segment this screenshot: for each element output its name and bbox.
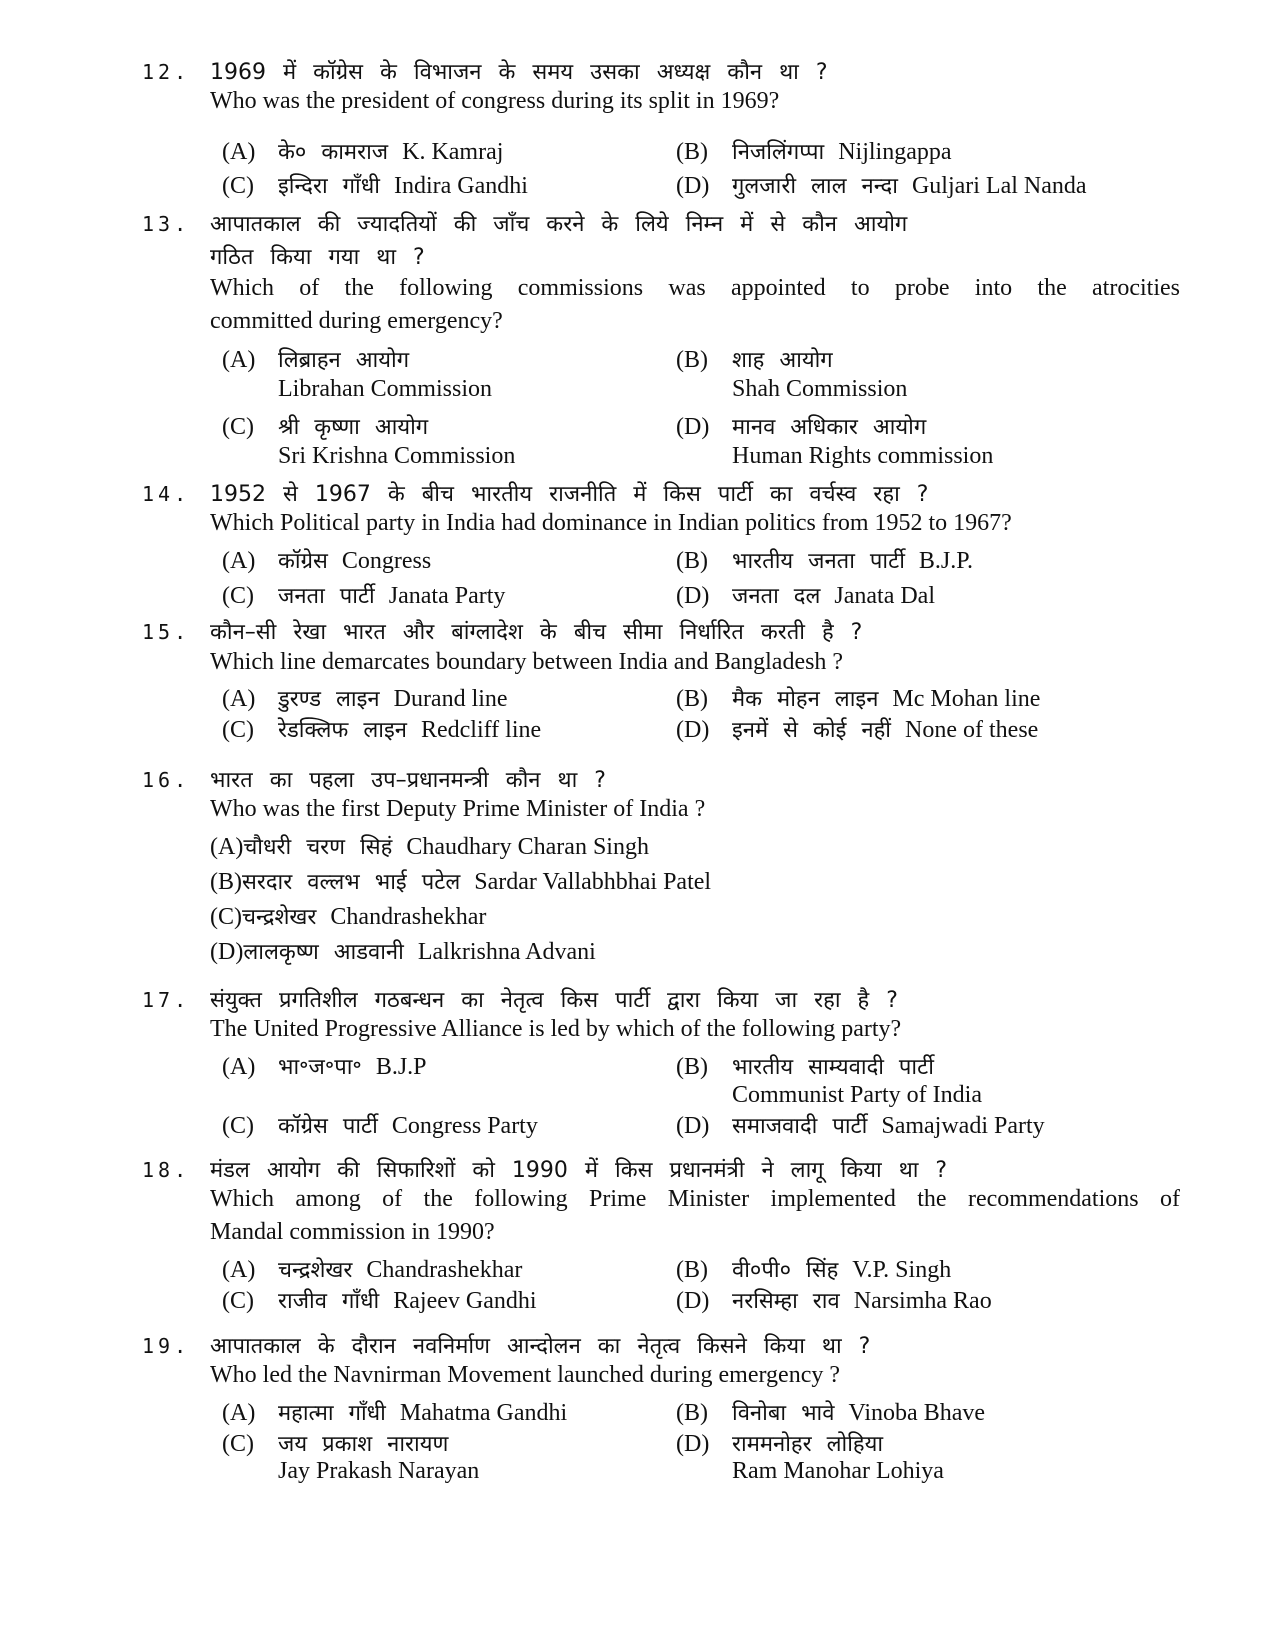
option-c[interactable]: (C) जनता पार्टी Janata Party bbox=[222, 583, 506, 609]
question-text-english-line-1: Which of the following commissions was appointed to probe into the atrocities bbox=[210, 275, 1180, 301]
option-a[interactable]: (A) चन्द्रशेखर Chandrashekhar bbox=[222, 1257, 523, 1283]
option-c[interactable]: (C) इन्दिरा गाँधी Indira Gandhi bbox=[222, 173, 528, 199]
option-c[interactable]: (C) राजीव गाँधी Rajeev Gandhi bbox=[222, 1288, 537, 1314]
option-d[interactable]: (D) इनमें से कोई नहीं None of these bbox=[676, 717, 1039, 743]
question-text-english-line-2: committed during emergency? bbox=[210, 308, 503, 334]
question-number: 12. bbox=[142, 60, 191, 84]
option-b-english[interactable]: Communist Party of India bbox=[732, 1082, 982, 1108]
option-a[interactable]: (A) डुरण्ड लाइन Durand line bbox=[222, 686, 508, 712]
option-b[interactable]: (B) विनोबा भावे Vinoba Bhave bbox=[676, 1400, 986, 1426]
option-d[interactable]: (D) राममनोहर लोहिया bbox=[676, 1431, 884, 1457]
option-c-english[interactable]: Jay Prakash Narayan bbox=[278, 1458, 480, 1484]
option-d[interactable]: (D) नरसिम्हा राव Narsimha Rao bbox=[676, 1288, 992, 1314]
question-text-english: Who led the Navnirman Movement launched during emergency ? bbox=[210, 1362, 841, 1388]
option-a-english[interactable]: Librahan Commission bbox=[278, 376, 492, 402]
option-a[interactable]: (A) लिब्राहन आयोग bbox=[222, 347, 410, 373]
question-number: 17. bbox=[142, 988, 191, 1012]
option-c[interactable]: (C)चन्द्रशेखर Chandrashekhar bbox=[210, 904, 487, 930]
option-b[interactable]: (B) भारतीय जनता पार्टी B.J.P. bbox=[676, 548, 973, 574]
option-b[interactable]: (B) भारतीय साम्यवादी पार्टी bbox=[676, 1054, 934, 1080]
option-c[interactable]: (C) कॉग्रेस पार्टी Congress Party bbox=[222, 1113, 538, 1139]
question-text-hindi: 1969 में कॉग्रेस के विभाजन के समय उसका अध्यक्ष कौन था ? bbox=[210, 60, 828, 85]
option-d-english[interactable]: Human Rights commission bbox=[732, 443, 994, 469]
option-b[interactable]: (B) मैक मोहन लाइन Mc Mohan line bbox=[676, 686, 1041, 712]
question-text-hindi: मंडल आयोग की सिफारिशों को 1990 में किस प्रधानमंत्री ने लागू किया था ? bbox=[210, 1158, 948, 1183]
question-text-hindi: संयुक्त प्रगतिशील गठबन्धन का नेतृत्व किस पार्टी द्वारा किया जा रहा है ? bbox=[210, 988, 898, 1013]
option-c-english[interactable]: Sri Krishna Commission bbox=[278, 443, 516, 469]
question-number: 16. bbox=[142, 768, 191, 792]
question-text-hindi: 1952 से 1967 के बीच भारतीय राजनीति में किस पार्टी का वर्चस्व रहा ? bbox=[210, 482, 929, 507]
option-a[interactable]: (A)चौधरी चरण सिहं Chaudhary Charan Singh bbox=[210, 834, 649, 860]
question-text-hindi-line-2: गठित किया गया था ? bbox=[210, 245, 425, 270]
option-b[interactable]: (B) निजलिंगप्पा Nijlingappa bbox=[676, 139, 952, 165]
option-d-english[interactable]: Ram Manohar Lohiya bbox=[732, 1458, 944, 1484]
option-b-english[interactable]: Shah Commission bbox=[732, 376, 908, 402]
option-d[interactable]: (D) समाजवादी पार्टी Samajwadi Party bbox=[676, 1113, 1045, 1139]
question-number: 19. bbox=[142, 1334, 191, 1358]
question-number: 18. bbox=[142, 1158, 191, 1182]
option-a[interactable]: (A) के० कामराज K. Kamraj bbox=[222, 139, 504, 165]
option-a[interactable]: (A) महात्मा गाँधी Mahatma Gandhi bbox=[222, 1400, 568, 1426]
question-number: 13. bbox=[142, 212, 191, 236]
option-b[interactable]: (B) शाह आयोग bbox=[676, 347, 833, 373]
question-text-hindi: कौन–सी रेखा भारत और बांग्लादेश के बीच सीमा निर्धारित करती है ? bbox=[210, 620, 863, 645]
question-text-english: The United Progressive Alliance is led by which of the following party? bbox=[210, 1016, 902, 1042]
option-d[interactable]: (D) जनता दल Janata Dal bbox=[676, 583, 935, 609]
option-b[interactable]: (B) वी०पी० सिंह V.P. Singh bbox=[676, 1257, 952, 1283]
option-d[interactable]: (D) मानव अधिकार आयोग bbox=[676, 414, 927, 440]
question-number: 15. bbox=[142, 620, 191, 644]
question-text-english-line-1: Which among of the following Prime Minister implemented the recommendations of bbox=[210, 1186, 1180, 1212]
option-c[interactable]: (C) रेडक्लिफ लाइन Redcliff line bbox=[222, 717, 542, 743]
option-d[interactable]: (D)लालकृष्ण आडवानी Lalkrishna Advani bbox=[210, 939, 596, 965]
question-text-english: Which Political party in India had dominance in Indian politics from 1952 to 1967? bbox=[210, 510, 1012, 536]
option-a[interactable]: (A) भा॰ज॰पा॰ B.J.P bbox=[222, 1054, 427, 1080]
question-text-english-line-2: Mandal commission in 1990? bbox=[210, 1219, 495, 1245]
question-text-english: Who was the first Deputy Prime Minister of India ? bbox=[210, 796, 706, 822]
question-text-english: Who was the president of congress during its split in 1969? bbox=[210, 88, 780, 114]
question-text-hindi: आपातकाल के दौरान नवनिर्माण आन्दोलन का नेतृत्व किसने किया था ? bbox=[210, 1334, 871, 1359]
question-text-english: Which line demarcates boundary between India and Bangladesh ? bbox=[210, 649, 844, 675]
option-c[interactable]: (C) श्री कृष्णा आयोग bbox=[222, 414, 429, 440]
option-d[interactable]: (D) गुलजारी लाल नन्दा Guljari Lal Nanda bbox=[676, 173, 1087, 199]
question-number: 14. bbox=[142, 482, 191, 506]
question-text-hindi-line-1: आपातकाल की ज्यादतियों की जाँच करने के लिये निम्न में से कौन आयोग bbox=[210, 212, 908, 237]
option-c[interactable]: (C) जय प्रकाश नारायण bbox=[222, 1431, 449, 1457]
question-text-hindi: भारत का पहला उप–प्रधानमन्त्री कौन था ? bbox=[210, 768, 606, 793]
option-a[interactable]: (A) कॉग्रेस Congress bbox=[222, 548, 432, 574]
option-b[interactable]: (B)सरदार वल्लभ भाई पटेल Sardar Vallabhbhai Patel bbox=[210, 869, 712, 895]
